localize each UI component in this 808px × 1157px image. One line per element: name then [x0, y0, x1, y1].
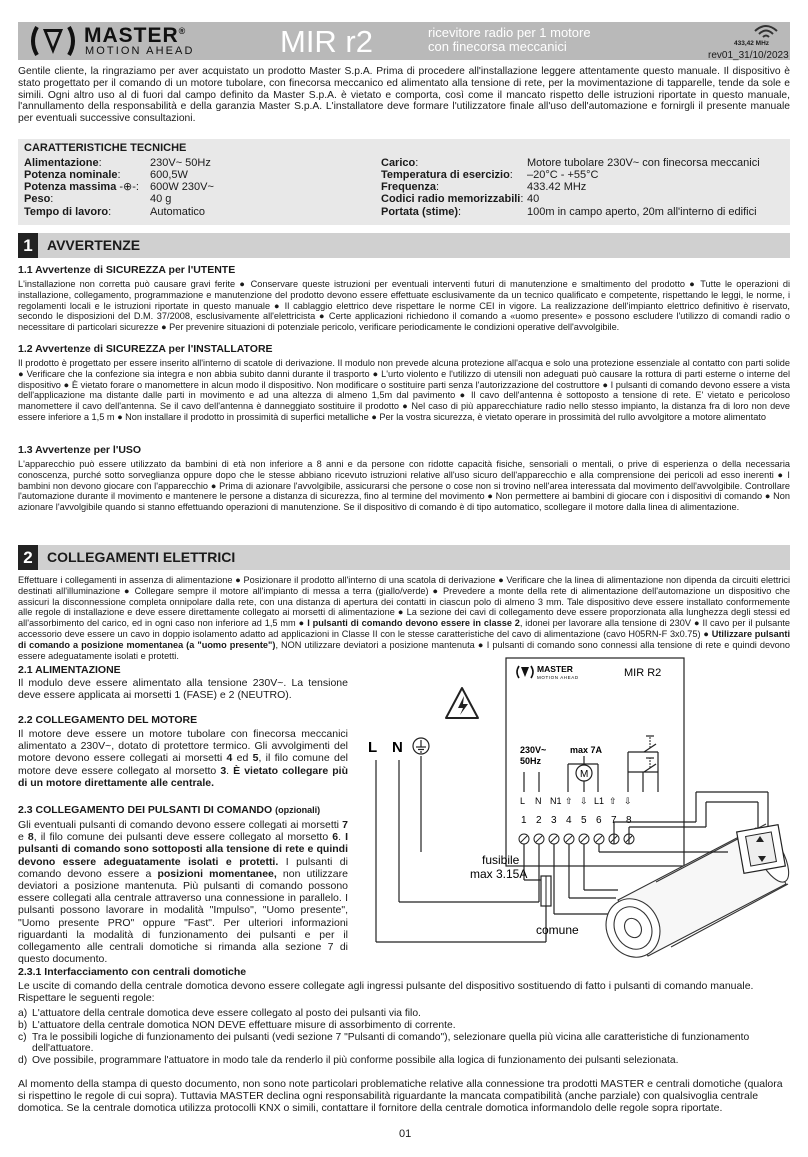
spec-row: Alimentazione:	[24, 157, 102, 169]
subsection-title: 2.2 COLLEGAMENTO DEL MOTORE	[18, 714, 198, 726]
radio-signal-icon	[753, 24, 779, 40]
terminal-label: L	[520, 796, 526, 806]
subsection-text: Gli eventuali pulsanti di comando devono essere collegati ai morsetti 7 e 8, il filo comune dei pulsanti deve essere collegato al morsetto 6. I pulsanti di comando sono sottoposti alla tensione di rete e quindi devono essere adeguatamente isolati e protetti. I pulsanti di comando devono essere a posizioni momentanee, non utilizzare deviatori a posizione mantenuta. Più pulsanti di comando possono essere collegati alla centrale attraverso una connessione in parallelo. I pulsanti possono lavorare in modalità "Impulso", "Uomo presente", "Uomo presente PRO" oppure "Fast". Per ulteriori informazioni riguardanti la modalità di funzionamento dei pulsanti e per il collegamento alle centrali domotiche si rimanda alla sezione 7 di questo documento.	[18, 819, 348, 966]
terminal-number: 1	[521, 815, 527, 826]
terminal-number: 5	[581, 815, 587, 826]
spec-row: Potenza massima -⊕-:	[24, 181, 139, 193]
product-subtitle: ricevitore radio per 1 motore con finecorsa meccanici	[428, 25, 591, 54]
intro-paragraph: Gentile cliente, la ringraziamo per aver acquistato un prodotto Master S.p.A. Prima di procedere all'installazione leggere attentamente questo manuale. Il dispositivo è stato progettato per il comando di un motore tubolare, con finecorsa meccanico ed alimentato alla tensione di rete, per la movimentazione di tapparelle, tende da sole e simili. Ogni altro uso al di fuori dal campo definito da Master S.p.A. è vietato e comporta, così come il mancato rispetto delle istruzioni riportate in questo manuale, l'annullamento della responsabilità e della garanzia Master S.p.A. L'installatore deve formare l'utilizzatore finale all'uso dell'automazione e fornirgli il presente manuale per eventuali successive consultazioni.	[18, 66, 790, 125]
page-number: 01	[399, 1128, 412, 1140]
spec-value: 433.42 MHz	[527, 181, 587, 193]
section-1-header	[18, 233, 790, 258]
header-bar	[18, 22, 790, 60]
spec-row: Temperatura di esercizio:	[381, 169, 513, 181]
list-item: a) L'attuatore della centrale domotica deve essere collegato al posto dei pulsanti via filo.	[18, 1008, 421, 1019]
closing-paragraph: Al momento della stampa di questo documento, non sono note particolari problematiche relative alla connessione tra prodotti MASTER e centrali domotiche (qualora si rispettino le regole di cui sopra). Tuttavia MASTER declina ogni responsabilità riguardante la mancata compatibilità (anche parziale) con qualsivoglia centrale domotica. Se la centrale domotica utilizza protocolli KNX o simili, contattare il fornitore della centrale domotica informandolo delle regole sopra riportate.	[18, 1078, 783, 1114]
module-tagline: MOTION AHEAD	[537, 675, 579, 680]
terminal-number: 7	[611, 815, 617, 826]
terminal-number: 6	[596, 815, 602, 826]
spec-row: Portata (stime):	[381, 206, 462, 218]
specs-title: CARATTERISTICHE TECNICHE	[24, 142, 187, 154]
subsection-text: L'installazione non corretta può causare gravi ferite ● Conservare queste istruzioni per eventuali interventi futuri di manutenzione e smaltimento del prodotto ● Tutte le operazioni di installazione, collegamento, programmazione e manutenzione del prodotto devono essere effettuate esclusivamente da un tecnico qualificato e competente, rispettando le leggi, le norme, i regolamenti locali e le istruzioni riportate in questo manuale ● Il cablaggio elettrico deve rispettare le norme CEI in vigore. La realizzazione dell'impianto elettrico definitivo è riservato, secondo le disposizioni del D.M. 37/2008, esclusivamente all'elettricista ● Certe applicazioni richiedono il comando a «uomo presente» e possono escludere l'utilizzo di comandi radio o necessitare di particolari sicurezze ● Per prevenire situazioni di potenziale pericolo, verificare periodicamente le condizioni operative dell'avvolgibile.	[18, 279, 790, 333]
fuse-label: fusibile	[482, 853, 520, 867]
revision-label: rev01_31/10/2023	[708, 50, 789, 61]
terminal-label: ⇧	[565, 796, 573, 806]
supply-voltage: 230V~	[520, 745, 547, 755]
subsection-title: 1.1 Avvertenze di SICUREZZA per l'UTENTE	[18, 264, 236, 276]
section-title: AVVERTENZE	[47, 237, 141, 253]
master-logo-icon	[28, 25, 78, 57]
terminal-number: 2	[536, 815, 542, 826]
spec-value: 600,5W	[150, 169, 188, 181]
technical-specs-box	[18, 139, 790, 225]
subsection-title: 1.2 Avvertenze di SICUREZZA per l'INSTALLATORE	[18, 343, 273, 355]
section-2-intro: Effettuare i collegamenti in assenza di alimentazione ● Posizionare il prodotto all'interno di una scatola di derivazione ● Verificare che la linea di alimentazione non dipenda da circuiti elettrici destinati all'illuminazione ● Collegare sempre il motore all'impianto di messa a terra (giallo/verde) ● Prevedere a monte della rete di alimentazione dell'automazione un dispositivo che assicuri la disconnessione completa onnipolare dalla rete, con una distanza di apertura dei contatti in ciascun polo di almeno 3 mm. Tale dispositivo deve essere installato conformemente alle regole di installazione e deve essere direttamente collegato ai morsetti di alimentazione ● La sezione dei cavi di collegamento deve essere proporzionata alla lunghezza degli stessi ed all'assorbimento del carico, ed in ogni caso non inferiore ad 1,5 mm ● I pulsanti di comando devono essere in classe 2, idonei per lavorare alla tensione di 230V ● Il cavo per il pulsante accessorio deve essere un cavo in doppio isolamento adatto ad applicazioni in Classe II con le stesse caratteristiche del cavo di alimentazione (cavo H05RN-F 3x0.75) ● Utilizzare pulsanti di comando a posizione momentanea (a "uomo presente"), NON utilizzare deviatori a posizione mantenuta ● I pulsanti di comando sono connessi alla tensione di rete e quindi devono essere adeguatamente isolati e protetti.	[18, 575, 791, 661]
subsection-text: Il motore deve essere un motore tubolare con finecorsa meccanici alimentato a 230V~, dotato di protettore termico. Gli avvolgimenti del motore devono essere collegati ai morsetti 4 ed 5, il filo comune del motore deve essere collegato al morsetto 3. È vietato collegare più di un motore direttamente alle centrale.	[18, 728, 348, 789]
terminal-label: N	[535, 796, 542, 806]
subsection-title: 1.3 Avvertenze per l'USO	[18, 444, 142, 456]
spec-row: Carico:	[381, 157, 419, 169]
terminal-label: ⇩	[624, 796, 632, 806]
spec-value: Automatico	[150, 206, 206, 218]
spec-value: 600W 230V~	[150, 181, 214, 193]
spec-value: 40 g	[150, 193, 172, 205]
spec-value: Motore tubolare 230V~ con finecorsa meccanici	[527, 157, 760, 169]
wiring-diagram-svg	[356, 652, 790, 972]
high-voltage-warning-icon	[446, 688, 478, 718]
max-current: max 7A	[570, 745, 603, 755]
terminal-number: 4	[566, 815, 572, 826]
list-item: d) Ove possibile, programmare l'attuatore in modo tale da renderlo il più conforme possibile alla logica di funzionamento dei pulsanti selezionata.	[18, 1055, 679, 1067]
spec-value: –20°C - +55°C	[527, 169, 599, 181]
rules-list	[18, 1008, 790, 1067]
brand-logo	[28, 24, 250, 58]
subsection-text: Le uscite di comando della centrale domotica devono essere collegate agli ingressi pulsante del dispositivo sostituendo di fatto i pulsanti di comando manuale. Rispettare le seguenti regole:	[18, 980, 754, 1004]
spec-value: 100m in campo aperto, 20m all'interno di edifici	[527, 206, 757, 218]
common-wire-label: comune	[536, 923, 579, 937]
spec-value: 230V~ 50Hz	[150, 157, 211, 169]
fuse-rating: max 3.15A	[470, 867, 528, 881]
subsection-text: L'apparecchio può essere utilizzato da bambini di età non inferiore a 8 anni e da persone con ridotte capacità fisiche, sensoriali o mentali, o prive di esperienza o della necessaria conoscenza, purché sotto sorveglianza oppure dopo che le stesse abbiano ricevuto istruzioni relative all'uso sicuro dell'apparecchio e alla comprensione dei pericoli ad esso inerenti ● I bambini non devono giocare con l'apparecchio ● Prima di azionare l'avvolgibile, assicurarsi che persone o cose non si trovino nell'area interessata dal movimento dell'avvolgibile. Controllare l'automazione durante il movimento e mantenere le persone a distanza di sicurezza, fino al termine del movimento ● Non permettere ai bambini di giocare con i dispositivi di comando ● Non azionare l'avvolgibile quando si stanno effettuando operazioni di manutenzione. Se il dispositivo di comando è di tipo automatico, scollegare il motore dalla linea di alimentazione.	[18, 459, 790, 513]
subsection-text: Il prodotto è progettato per essere inserito all'interno di scatole di derivazione. Il modulo non prevede alcuna protezione all'acqua e solo una protezione essenziale al contatto con parti solide ● Verificare che la confezione sia integra e non abbia subito danni durante il trasporto ● L'urto violento e l'utilizzo di utensili non adeguati può causare la rottura di parti esterne o interne del dispositivo ● È vietato forare o manomettere in alcun modo il dispositivo. Non modificare o sostituire parti senza l'autorizzazione del costruttore ● I pulsanti di comando devono essere a vista dell'applicazione ma distante dalle parti in movimento e ad una altezza di almeno 1,5m dal pavimento ● Il cavo dell'antenna è sottoposto a tensione di rete. E' vietato e pericoloso manomettere il cavo dell'antenna. Se il cavo dell'antenna è danneggiato sostituire il prodotto ● Nel caso di più apparecchiature radio nello stesso impianto, la distanza fra di loro non deve essere inferiore a 1,5 m ● Non installare il prodotto in prossimità di superfici metalliche ● Per la vostra sicurezza, è vietato operare in prossimità del rullo avvolgitore a motore alimentato	[18, 358, 790, 422]
wiring-diagram	[356, 652, 790, 972]
push-button-switch-icon	[737, 825, 786, 874]
spec-row: Tempo di lavoro:	[24, 206, 112, 218]
terminal-label: N1	[550, 796, 562, 806]
terminal-label: ⇧	[609, 796, 617, 806]
terminal-label: L1	[594, 796, 605, 806]
section-2-header	[18, 545, 790, 570]
list-item: b) L'attuatore della centrale domotica NON DEVE effettuare misure di assorbimento di corrente.	[18, 1019, 456, 1031]
supply-frequency: 50Hz	[520, 756, 542, 766]
spec-row: Frequenza:	[381, 181, 440, 193]
brand-tagline: MOTION AHEAD	[85, 45, 195, 57]
section-title: COLLEGAMENTI ELETTRICI	[47, 549, 236, 565]
spec-value: 40	[527, 193, 540, 205]
terminal-label: ⇩	[580, 796, 588, 806]
terminal-number: 3	[551, 815, 557, 826]
terminal-number: 8	[626, 815, 632, 826]
module-model: MIR R2	[624, 667, 662, 679]
section-number: 1	[18, 233, 38, 258]
spec-row: Potenza nominale:	[24, 169, 121, 181]
subsection-title: 2.1 ALIMENTAZIONE	[18, 664, 121, 676]
line-N-label: N	[392, 739, 403, 756]
subsection-title: 2.3 COLLEGAMENTO DEI PULSANTI DI COMANDO (opzionali)	[18, 804, 321, 816]
spec-row: Codici radio memorizzabili:	[381, 193, 524, 205]
subsection-title: 2.3.1 Interfacciamento con centrali domotiche	[18, 966, 247, 978]
spec-row: Peso:	[24, 193, 54, 205]
line-L-label: L	[368, 739, 378, 756]
section-number: 2	[18, 545, 38, 570]
subsection-text: Il modulo deve essere alimentato alla tensione 230V~. La tensione deve essere applicata ai morsetti 1 (FASE) e 2 (NEUTRO).	[18, 677, 348, 702]
ground-icon	[413, 738, 429, 754]
list-item: c) Tra le possibili logiche di funzionamento dei pulsanti (vedi sezione 7 "Pulsanti di comando"), selezionare quella più vicina alle caratteristiche di funzionamento dell'attuatore.	[18, 1031, 750, 1055]
frequency-badge: 433,42 MHz	[734, 40, 770, 47]
motor-symbol-label: M	[580, 769, 589, 780]
module-brand: MASTER	[537, 664, 573, 674]
model-name: MIR r2	[280, 24, 373, 59]
brand-name: MASTER®	[84, 24, 187, 47]
